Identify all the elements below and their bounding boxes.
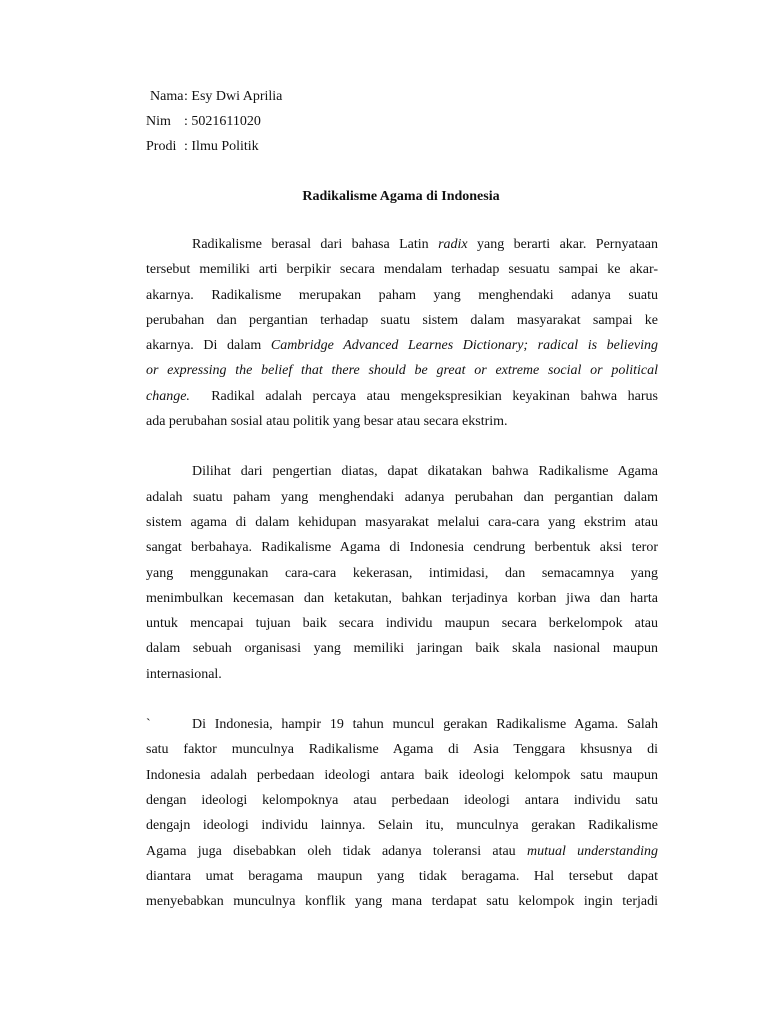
line: adalah suatu paham yang menghendaki adanya perubahan dan pergantian dalam [146,489,658,505]
nama-label: Nama [150,89,184,104]
prodi-row [146,134,282,159]
italic-text: change. [146,388,190,404]
line: perubahan dan pergantian terhadap suatu sistem dalam masyarakat sampai ke [146,312,658,328]
prodi-label: Prodi [146,139,177,154]
line: untuk mencapai tujuan baik secara individu maupun secara berkelompok atau [146,616,658,632]
line: akarnya. Radikalisme merupakan paham yang menghendaki adanya suatu [146,287,658,303]
nim-row [146,109,282,134]
nama-value: : Esy Dwi Aprilia [184,89,283,104]
line: internasional. [146,666,222,682]
student-info [146,84,282,159]
line [146,712,658,737]
document-body [146,232,658,939]
nim-label: Nim [146,114,171,129]
line: menyebabkan munculnya konflik yang mana terdapat satu kelompok ingin terjadi [146,894,658,910]
line: ada perubahan sosial atau politik yang besar atau secara ekstrim. [146,414,508,430]
line: menimbulkan kecemasan dan ketakutan, bahkan terjadinya korban jiwa dan harta [146,590,658,606]
text: yang berarti akar. Pernyataan [467,237,658,252]
text: Di Indonesia, hampir 19 tahun muncul gerakan Radikalisme Agama. Salah [192,717,658,733]
paragraph-3 [146,712,658,914]
line: satu faktor munculnya Radikalisme Agama di Asia Tenggara khsusnya di [146,742,658,758]
nim-value: : 5021611020 [184,114,261,129]
line: sangat berbahaya. Radikalisme Agama di Indonesia cendrung berbentuk aksi teror [146,540,658,556]
line [146,839,658,864]
text: akarnya. Di dalam [146,338,271,354]
italic-text: radix [438,237,468,252]
line: yang menggunakan cara-cara kekerasan, intimidasi, dan semacamnya yang [146,565,658,581]
line: sistem agama di dalam kehidupan masyarakat melalui cara-cara yang ekstrim atau [146,514,658,530]
line [146,232,658,257]
nama-row [146,84,282,109]
line: dalam sebuah organisasi yang memiliki jaringan baik skala nasional maupun [146,641,658,657]
paragraph-2 [146,459,658,687]
line: tersebut memiliki arti berpikir secara mendalam terhadap sesuatu sampai ke akar- [146,262,658,278]
text: Radikalisme berasal dari bahasa Latin [192,237,439,252]
line [146,459,658,484]
line [146,384,658,409]
line: dengan ideologi kelompoknya atau perbedaan ideologi antara individu satu [146,792,658,808]
italic-text: or expressing the belief that there should be great or extreme social or political [146,363,658,379]
line: Indonesia adalah perbedaan ideologi antara baik ideologi kelompok satu maupun [146,767,658,783]
text: Radikal adalah percaya atau mengekspresikian keyakinan bahwa harus [189,388,658,404]
text: Dilihat dari pengertian diatas, dapat dikatakan bahwa Radikalisme Agama [192,464,658,480]
line [146,358,658,383]
line [146,333,658,358]
line: dengajn ideologi individu lainnya. Selain itu, munculnya gerakan Radikalisme [146,818,658,834]
text: Agama juga disebabkan oleh tidak adanya toleransi atau [146,843,527,859]
italic-text: Cambridge Advanced Learnes Dictionary; radical is believing [270,338,658,354]
italic-text: mutual understanding [526,843,658,859]
prodi-value: : Ilmu Politik [184,139,259,154]
line: diantara umat beragama maupun yang tidak beragama. Hal tersebut dapat [146,868,658,884]
page-title: Radikalisme Agama di Indonesia [302,189,500,204]
stray-mark: ` [146,717,151,733]
paragraph-1 [146,232,658,434]
